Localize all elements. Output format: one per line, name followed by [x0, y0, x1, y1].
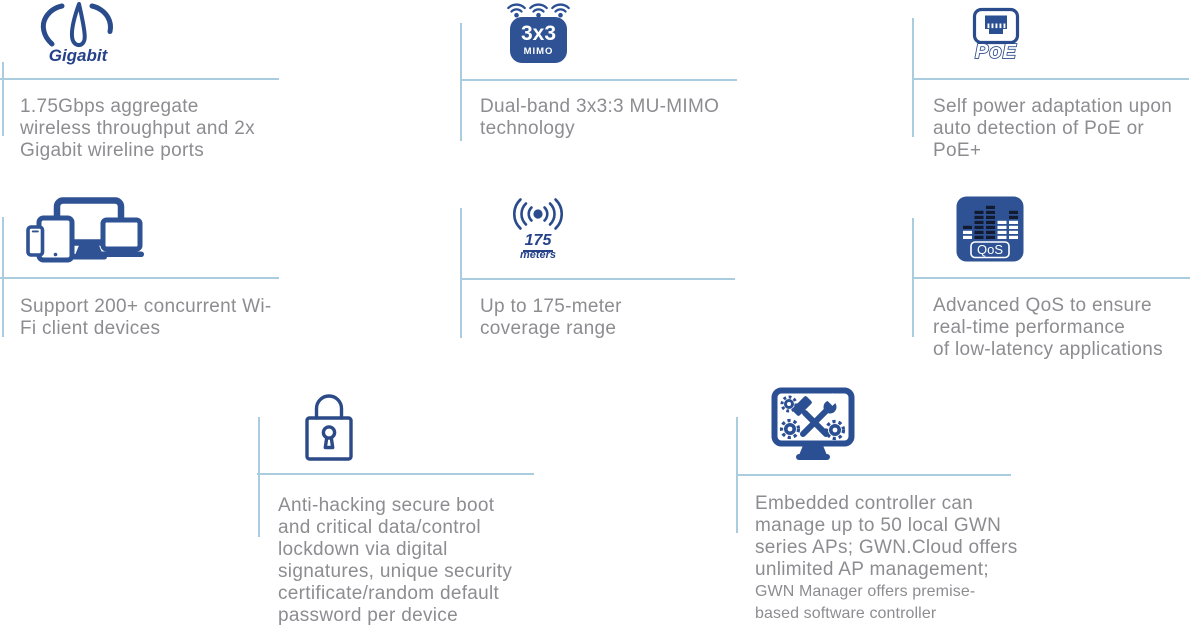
divider-horizontal: [461, 278, 735, 280]
divider-vertical: [2, 62, 4, 136]
text-line: Self power adaptation upon: [933, 96, 1173, 117]
text-line: 1.75Gbps aggregate: [20, 96, 199, 117]
divider-vertical: [460, 208, 462, 338]
feature-text-clients: [20, 296, 272, 340]
text-line-small: based software controller: [755, 604, 937, 622]
feature-text-gigabit: [20, 96, 255, 162]
text-line: Up to 175-meter: [480, 296, 622, 317]
text-line: Anti-hacking secure boot: [278, 495, 495, 516]
divider-vertical: [460, 23, 462, 141]
feature-text-controller: [755, 493, 1018, 624]
text-line: unlimited AP management;: [755, 559, 989, 580]
feature-text-mimo: [480, 96, 719, 140]
text-line: Advanced QoS to ensure: [933, 295, 1152, 316]
coverage-label-meters: meters: [519, 249, 557, 261]
qos-label-text: QoS: [976, 242, 1004, 257]
text-line: password per device: [278, 605, 458, 626]
text-line: Fi client devices: [20, 318, 161, 339]
divider-horizontal: [913, 78, 1189, 80]
divider-horizontal: [461, 79, 737, 81]
feature-text-qos: [933, 295, 1163, 361]
divider-vertical: [258, 417, 260, 537]
text-line: Dual-band 3x3:3 MU-MIMO: [480, 96, 720, 117]
text-line: certificate/random default: [278, 583, 500, 604]
text-line: manage up to 50 local GWN: [755, 515, 1002, 536]
gear-icon: [827, 422, 844, 439]
divider-horizontal: [0, 78, 279, 80]
text-line: of low-latency applications: [933, 339, 1163, 360]
divider-horizontal: [0, 277, 279, 279]
mimo-label-mimo: MIMO: [523, 46, 554, 57]
divider-horizontal: [736, 474, 1011, 476]
wifi-signals-icon: [506, 2, 571, 18]
feature-text-security: [278, 495, 512, 627]
client-devices-icon: [26, 197, 144, 268]
lock-icon: [302, 389, 356, 468]
text-line: auto detection of PoE or: [933, 118, 1145, 139]
divider-horizontal: [913, 277, 1190, 279]
divider-horizontal: [257, 473, 534, 475]
mimo-label-3x3: 3x3: [520, 22, 557, 45]
text-line: Embedded controller can: [755, 493, 974, 514]
text-line: series APs; GWN.Cloud offers: [755, 537, 1018, 558]
gigabit-icon-label: Gigabit: [48, 46, 108, 65]
gear-icon: [782, 421, 799, 438]
text-line: lockdown via digital: [278, 539, 448, 560]
text-line: PoE+: [933, 140, 982, 161]
coverage-175-text: 175: [523, 232, 554, 252]
text-line: Gigabit wireline ports: [20, 140, 205, 161]
feature-text-poe: [933, 96, 1172, 162]
poe-label: [964, 38, 1028, 69]
text-line: Support 200+ concurrent Wi-: [20, 296, 272, 317]
mimo-badge-icon: [510, 17, 567, 63]
text-line: coverage range: [480, 318, 617, 339]
poe-label-text: PoE: [975, 41, 1017, 63]
text-line: and critical data/control: [278, 517, 481, 538]
text-line: real-time performance: [933, 317, 1126, 338]
qos-equalizer-icon: [956, 196, 1024, 267]
text-line: wireless throughput and 2x: [20, 118, 255, 139]
text-line: technology: [480, 118, 575, 139]
controller-monitor-icon: [771, 387, 855, 468]
text-line: signatures, unique security: [278, 561, 513, 582]
text-line-small: GWN Manager offers premise-: [755, 583, 976, 600]
feature-text-coverage: [480, 296, 622, 340]
